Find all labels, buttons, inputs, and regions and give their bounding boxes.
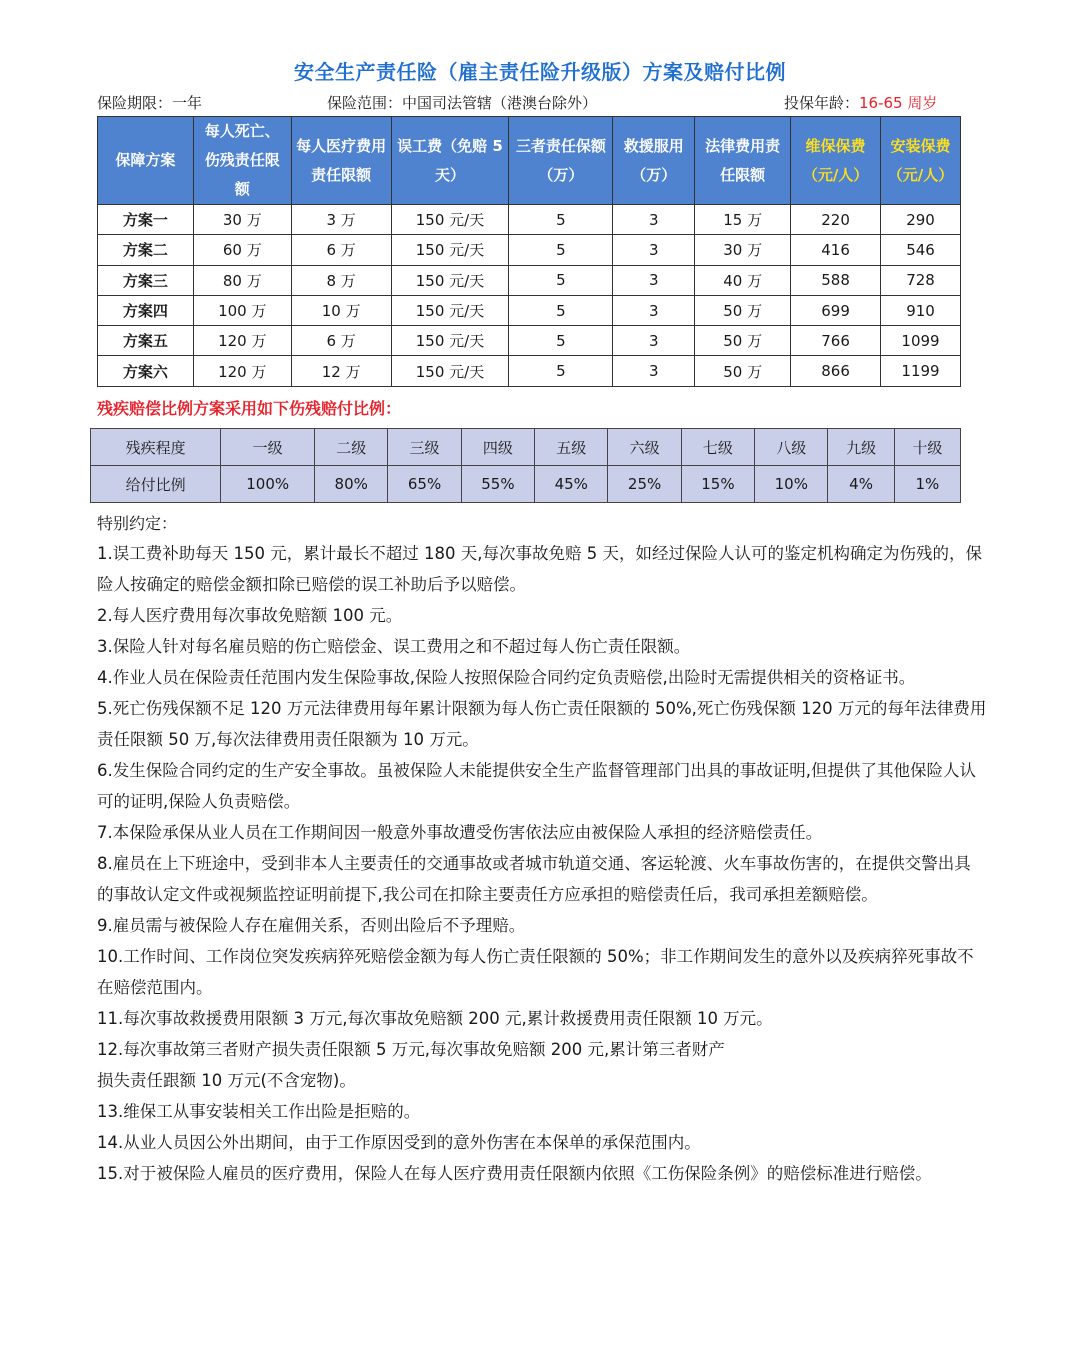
table-row [91, 429, 961, 466]
plan-value-cell: 150 元/天 [391, 265, 509, 295]
plan-value-cell: 50 万 [695, 326, 791, 356]
disability-cell: 55% [461, 466, 534, 503]
plan-value-cell: 5 [509, 326, 613, 356]
insured-age-label: 投保年龄： [784, 94, 860, 112]
plan-value-cell: 120 万 [193, 326, 291, 356]
disability-cell: 65% [388, 466, 461, 503]
plan-header-cell: 每人死亡、伤残责任限额 [193, 117, 291, 205]
plan-value-cell: 120 万 [193, 356, 291, 386]
plan-value-cell: 30 万 [695, 235, 791, 265]
plan-value-cell: 5 [509, 205, 613, 235]
disability-table [90, 428, 961, 503]
plan-value-cell: 766 [791, 326, 881, 356]
plan-name-cell: 方案四 [98, 295, 194, 325]
insured-age-value: 16-65 周岁 [859, 94, 938, 112]
plan-header-cell: 法律费用责任限额 [695, 117, 791, 205]
disability-cell: 100% [221, 466, 315, 503]
disability-cell: 九级 [828, 429, 894, 466]
plan-header-cell: 安装保费（元/人） [881, 117, 961, 205]
page-title: 安全生产责任险（雇主责任险升级版）方案及赔付比例 [294, 60, 786, 84]
plan-value-cell: 728 [881, 265, 961, 295]
plan-value-cell: 80 万 [193, 265, 291, 295]
plan-value-cell: 150 元/天 [391, 295, 509, 325]
disability-cell: 25% [608, 466, 681, 503]
plan-name-cell: 方案五 [98, 326, 194, 356]
plan-name-cell: 方案三 [98, 265, 194, 295]
list-item: 2.每人医疗费用每次事故免赔额 100 元。 [97, 606, 403, 625]
list-item: 13.维保工从事安装相关工作出险是拒赔的。 [97, 1102, 421, 1121]
plan-name-cell: 方案二 [98, 235, 194, 265]
plan-value-cell: 8 万 [291, 265, 391, 295]
disability-cell: 十级 [894, 429, 960, 466]
plan-value-cell: 5 [509, 295, 613, 325]
plan-value-cell: 12 万 [291, 356, 391, 386]
plan-value-cell: 3 [613, 265, 695, 295]
insurance-period: 保险期限：一年 [97, 94, 203, 112]
plan-header-cell: 维保保费（元/人） [791, 117, 881, 205]
plan-value-cell: 1199 [881, 356, 961, 386]
list-item: 1.误工费补助每天 150 元，累计最长不超过 180 天,每次事故免赔 5 天，如经过保险人认可的鉴定机构确定为伤残的，保险人按确定的赔偿金额扣除已赔偿的误工补助后予以赔偿。 [97, 544, 982, 594]
plan-value-cell: 100 万 [193, 295, 291, 325]
list-item: 14.从业人员因公外出期间，由于工作原因受到的意外伤害在本保单的承保范围内。 [97, 1133, 701, 1152]
table-row [91, 466, 961, 503]
plan-table-body [98, 205, 961, 387]
plan-value-cell: 290 [881, 205, 961, 235]
special-terms-header: 特别约定： [97, 514, 178, 533]
table-row [98, 356, 961, 386]
plan-value-cell: 3 [613, 205, 695, 235]
disability-cell: 45% [535, 466, 608, 503]
plan-header-cell: 误工费（免赔 5 天） [391, 117, 509, 205]
table-row [98, 265, 961, 295]
disability-cell: 1% [894, 466, 960, 503]
insurance-scope: 保险范围：中国司法管辖（港澳台除外） [327, 94, 598, 112]
plan-value-cell: 5 [509, 265, 613, 295]
plan-header-cell: 每人医疗费用责任限额 [291, 117, 391, 205]
plan-value-cell: 6 万 [291, 235, 391, 265]
list-item: 12.每次事故第三者财产损失责任限额 5 万元,每次事故免赔额 200 元,累计第三者财产 [97, 1040, 725, 1059]
list-item: 7.本保险承保从业人员在工作期间因一般意外事故遭受伤害依法应由被保险人承担的经济赔偿责任。 [97, 823, 823, 842]
plan-value-cell: 3 万 [291, 205, 391, 235]
disability-cell: 四级 [461, 429, 534, 466]
plan-value-cell: 15 万 [695, 205, 791, 235]
disability-cell: 二级 [315, 429, 388, 466]
plan-value-cell: 3 [613, 295, 695, 325]
list-item: 5.死亡伤残保额不足 120 万元法律费用每年累计限额为每人伤亡责任限额的 50%,死亡伤残保额 120 万元的每年法律费用责任限额 50 万,每次法律费用责任限额为 10 万元。 [97, 699, 987, 749]
disability-cell: 七级 [681, 429, 754, 466]
plan-header-cell: 三者责任保额（万） [509, 117, 613, 205]
list-item: 9.雇员需与被保险人存在雇佣关系，否则出险后不予理赔。 [97, 916, 526, 935]
disability-cell: 五级 [535, 429, 608, 466]
plan-value-cell: 220 [791, 205, 881, 235]
plan-value-cell: 699 [791, 295, 881, 325]
disability-cell: 三级 [388, 429, 461, 466]
plan-table-header [98, 117, 961, 205]
table-row [98, 235, 961, 265]
disability-row-label: 给付比例 [91, 466, 221, 503]
plan-value-cell: 1099 [881, 326, 961, 356]
plan-table [97, 116, 961, 387]
disability-cell: 4% [828, 466, 894, 503]
plan-value-cell: 150 元/天 [391, 205, 509, 235]
plan-value-cell: 60 万 [193, 235, 291, 265]
disability-cell: 10% [755, 466, 828, 503]
table-row [98, 295, 961, 325]
list-item: 6.发生保险合同约定的生产安全事故。虽被保险人未能提供安全生产监督管理部门出具的事故证明,但提供了其他保险人认可的证明,保险人负责赔偿。 [97, 761, 976, 811]
plan-value-cell: 50 万 [695, 356, 791, 386]
special-terms-list [97, 538, 987, 1189]
disability-row-label: 残疾程度 [91, 429, 221, 466]
disability-cell: 15% [681, 466, 754, 503]
plan-value-cell: 6 万 [291, 326, 391, 356]
list-item: 8.雇员在上下班途中，受到非本人主要责任的交通事故或者城市轨道交通、客运轮渡、火车事故伤害的，在提供交警出具的事故认定文件或视频监控证明前提下,我公司在扣除主要责任方应承担的赔偿责任后，我司承担差额赔偿。 [97, 854, 971, 904]
list-item: 损失责任跟额 10 万元(不含宠物)。 [97, 1071, 356, 1090]
plan-value-cell: 30 万 [193, 205, 291, 235]
plan-value-cell: 50 万 [695, 295, 791, 325]
plan-value-cell: 588 [791, 265, 881, 295]
plan-value-cell: 150 元/天 [391, 235, 509, 265]
plan-value-cell: 416 [791, 235, 881, 265]
plan-value-cell: 5 [509, 235, 613, 265]
plan-value-cell: 910 [881, 295, 961, 325]
list-item: 3.保险人针对每名雇员赔的伤亡赔偿金、误工费用之和不超过每人伤亡责任限额。 [97, 637, 691, 656]
plan-value-cell: 40 万 [695, 265, 791, 295]
plan-value-cell: 866 [791, 356, 881, 386]
disability-cell: 六级 [608, 429, 681, 466]
plan-value-cell: 5 [509, 356, 613, 386]
plan-value-cell: 3 [613, 356, 695, 386]
table-row [98, 205, 961, 235]
disability-cell: 一级 [221, 429, 315, 466]
plan-value-cell: 546 [881, 235, 961, 265]
list-item: 10.工作时间、工作岗位突发疾病猝死赔偿金额为每人伤亡责任限额的 50%；非工作期间发生的意外以及疾病猝死事故不在赔偿范围内。 [97, 947, 974, 997]
disability-cell: 80% [315, 466, 388, 503]
plan-name-cell: 方案一 [98, 205, 194, 235]
plan-header-cell: 救援服用（万） [613, 117, 695, 205]
plan-value-cell: 10 万 [291, 295, 391, 325]
plan-value-cell: 150 元/天 [391, 356, 509, 386]
plan-name-cell: 方案六 [98, 356, 194, 386]
plan-value-cell: 3 [613, 235, 695, 265]
list-item: 15.对于被保险人雇员的医疗费用，保险人在每人医疗费用责任限额内依照《工伤保险条例》的赔偿标准进行赔偿。 [97, 1164, 932, 1183]
plan-value-cell: 150 元/天 [391, 326, 509, 356]
table-row [98, 326, 961, 356]
insured-age [784, 92, 937, 113]
disability-title: 残疾赔偿比例方案采用如下伤残赔付比例： [97, 399, 402, 418]
disability-cell: 八级 [755, 429, 828, 466]
list-item: 4.作业人员在保险责任范围内发生保险事故,保险人按照保险合同约定负责赔偿,出险时无需提供相关的资格证书。 [97, 668, 916, 687]
plan-header-cell: 保障方案 [98, 117, 194, 205]
plan-value-cell: 3 [613, 326, 695, 356]
list-item: 11.每次事故救援费用限额 3 万元,每次事故免赔额 200 元,累计救援费用责任限额 10 万元。 [97, 1009, 773, 1028]
